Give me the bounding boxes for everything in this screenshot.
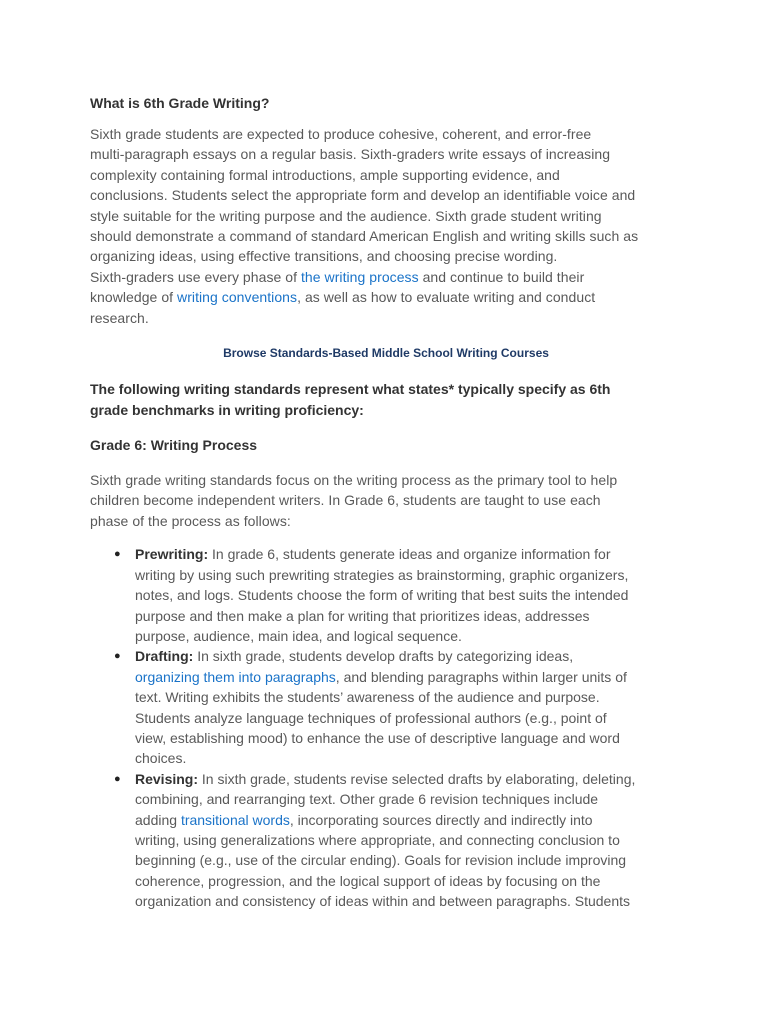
item-text: adding [135,811,181,828]
item-text: In sixth grade, students revise selected drafts by elaborating, deleting, [198,770,636,787]
transitional-words-link[interactable]: transitional words [180,811,290,828]
intro-text: Sixth-graders use every phase of [90,268,301,285]
section-line: Sixth grade writing standards focus on the writing process as the primary tool to help [90,472,618,489]
item-text: Students analyze language techniques of professional authors (e.g., point of [135,709,607,726]
term-label: Drafting: [135,648,194,665]
intro-text: and continue to build their [418,268,585,285]
item-text: writing, using generalizations where appropriate, and connecting conclusion to [135,831,620,848]
intro-line: Sixth grade students are expected to produce cohesive, coherent, and error-free [90,126,592,142]
list-item-revising [90,769,682,912]
standards-intro [90,379,682,421]
standards-intro-line: The following writing standards represent what states* typically specify as 6th [90,381,611,398]
intro-text: knowledge of [90,289,178,306]
item-text: coherence, progression, and the logical support of ideas by focusing on the [135,872,601,889]
item-text: writing by using such prewriting strategies as brainstorming, graphic organizers, [135,566,629,583]
intro-line: conclusions. Students select the appropriate form and develop an identifiable voice and [90,187,636,204]
item-text: choices. [135,750,187,767]
section-line: children become independent writers. In Grade 6, students are taught to use each [90,492,601,509]
item-text: purpose and then make a plan for writing that prioritizes ideas, addresses [135,607,590,624]
item-text: organization and consistency of ideas within and between paragraphs. Students [135,893,630,910]
bullet-icon: ● [114,650,121,663]
item-text: combining, and rearranging text. Other grade 6 revision techniques include [135,791,599,808]
intro-line: organizing ideas, using effective transitions, and choosing precise wording. [90,248,558,265]
intro-text: research. [90,309,149,326]
item-text: view, establishing mood) to enhance the use of descriptive language and word [135,729,620,746]
item-text: beginning (e.g., use of the circular ending). Goals for revision include improving [135,852,627,869]
intro-line: complexity containing formal introductions, ample supporting evidence, and [90,166,560,183]
item-text: , and blending paragraphs within larger units of [335,668,627,685]
item-text: In grade 6, students generate ideas and organize information for [208,546,611,563]
item-text: text. Writing exhibits the students’ awareness of the audience and purpose. [135,689,600,706]
term-label: Revising: [135,770,199,787]
intro-paragraph [90,124,682,328]
list-item-prewriting [90,544,682,646]
item-text: In sixth grade, students develop drafts by categorizing ideas, [193,648,574,665]
standards-intro-line: grade benchmarks in writing proficiency: [90,402,364,419]
item-text: , incorporating sources directly and indirectly into [289,811,593,828]
organizing-paragraphs-link[interactable]: organizing them into paragraphs [135,668,336,685]
section-heading: Grade 6: Writing Process [90,437,258,454]
bullet-icon: ● [114,548,121,561]
document-page [90,93,682,912]
writing-process-link[interactable]: the writing process [300,268,419,285]
writing-process-list [90,544,682,911]
intro-line: style suitable for the writing purpose and the audience. Sixth grade student writing [90,207,602,224]
intro-line: multi-paragraph essays on a regular basis. Sixth-graders write essays of increasing [90,146,611,163]
item-text: notes, and logs. Students choose the form of writing that best suits the intended [135,587,629,604]
writing-conventions-link[interactable]: writing conventions [177,289,298,306]
list-item-drafting [90,646,682,768]
section-paragraph [90,470,682,531]
intro-text: , as well as how to evaluate writing and conduct [297,289,596,306]
bullet-icon: ● [114,772,121,785]
item-text: purpose, audience, main idea, and logical sequence. [135,627,462,644]
section-line: phase of the process as follows: [90,512,291,529]
browse-courses-link[interactable]: Browse Standards-Based Middle School Writing Courses [223,346,549,361]
term-label: Prewriting: [135,546,209,563]
intro-line: should demonstrate a command of standard American English and writing skills such as [90,228,639,245]
page-title: What is 6th Grade Writing? [90,95,270,111]
